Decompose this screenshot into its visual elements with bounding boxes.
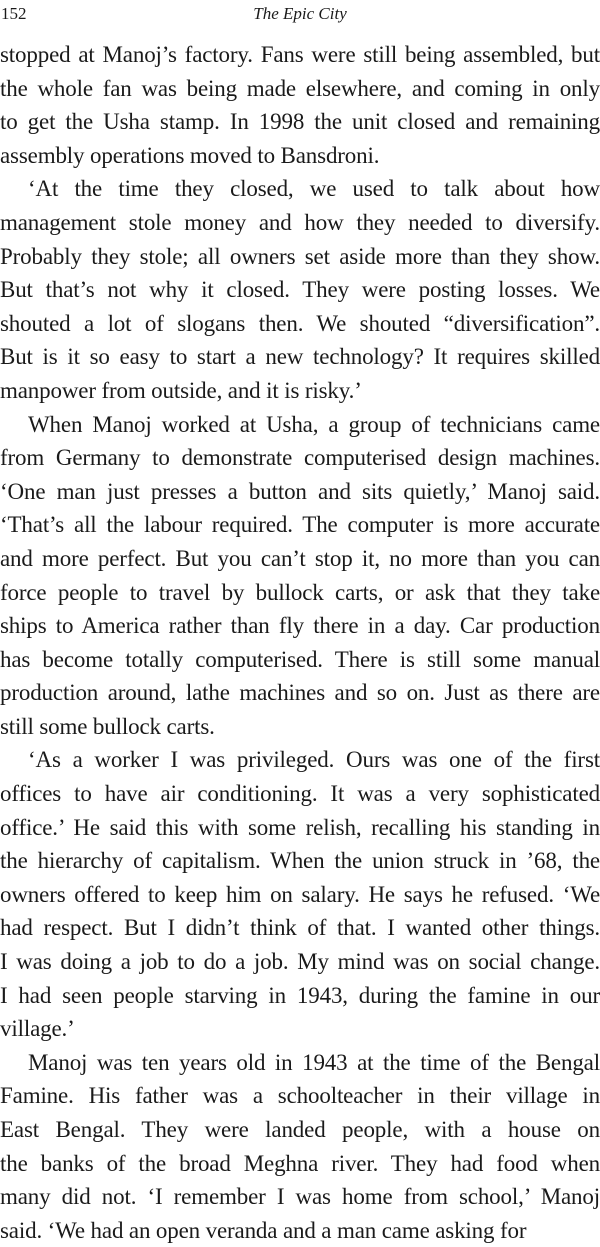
text-line: village.’ — [0, 1016, 75, 1042]
text-line: to get the Usha stamp. In 1998 the unit closed and remaining — [0, 109, 600, 135]
text-line: Manoj was ten years old in 1943 at the time of the Bengal — [28, 1049, 600, 1075]
paragraph — [0, 38, 600, 172]
text-line: said. ‘We had an open veranda and a man came asking for — [0, 1217, 527, 1243]
text-line: I had seen people starving in 1943, during the famine in our — [0, 982, 600, 1008]
text-line: office.’ He said this with some relish, recalling his standing in — [0, 814, 600, 840]
text-line: shouted a lot of slogans then. We shouted “diversification”. — [0, 310, 600, 336]
paragraph — [0, 1046, 600, 1247]
text-line: East Bengal. They were landed people, with a house on — [0, 1117, 600, 1142]
text-line: offices to have air conditioning. It was a very sophisticated — [0, 781, 600, 807]
text-line: management stole money and how they needed to diversify. — [0, 209, 600, 235]
text-line: had respect. But I didn’t think of that. I wanted other things. — [0, 915, 600, 941]
text-line: has become totally computerised. There is still some manual — [0, 646, 600, 672]
text-line: But that’s not why it closed. They were posting losses. We — [0, 277, 600, 303]
text-line: ships to America rather than fly there in a day. Car production — [0, 613, 600, 639]
text-line: and more perfect. But you can’t stop it, no more than you can — [0, 545, 600, 571]
text-line: When Manoj worked at Usha, a group of technicians came — [28, 411, 600, 437]
text-line: the hierarchy of capitalism. When the union struck in ’68, the — [0, 848, 600, 874]
text-line: the whole fan was being made elsewhere, and coming in only — [0, 75, 600, 101]
paragraph — [0, 408, 600, 744]
text-line: stopped at Manoj’s factory. Fans were still being assembled, but — [0, 42, 600, 67]
text-line: ‘One man just presses a button and sits quietly,’ Manoj said. — [0, 478, 600, 504]
text-line: ‘At the time they closed, we used to talk about how — [28, 176, 600, 202]
text-line: force people to travel by bullock carts, or ask that they take — [0, 579, 600, 605]
text-line: I was doing a job to do a job. My mind was on social change. — [0, 949, 600, 975]
text-line: assembly operations moved to Bansdroni. — [0, 142, 380, 168]
text-line: But is it so easy to start a new technology? It requires skilled — [0, 344, 600, 370]
text-line: Probably they stole; all owners set aside more than they show. — [0, 243, 600, 269]
text-line: from Germany to demonstrate computerised design machines. — [0, 445, 600, 471]
text-line: ‘As a worker I was privileged. Ours was one of the first — [28, 747, 600, 773]
running-head — [0, 2, 600, 26]
text-line: Famine. His father was a schoolteacher in their village in — [0, 1083, 600, 1109]
text-line: owners offered to keep him on salary. He says he refused. ‘We — [0, 881, 600, 907]
running-title: The Epic City — [253, 4, 347, 23]
text-line: production around, lathe machines and so on. Just as there are — [0, 680, 600, 706]
paragraph — [0, 172, 600, 407]
text-line: many did not. ‘I remember I was home from school,’ Manoj — [0, 1184, 600, 1210]
text-line: ‘That’s all the labour required. The computer is more accurate — [0, 512, 600, 538]
text-line: still some bullock carts. — [0, 713, 215, 739]
paragraph — [0, 743, 600, 1045]
text-line: manpower from outside, and it is risky.’ — [0, 377, 362, 403]
page-number: 152 — [1, 4, 27, 23]
text-line: the banks of the broad Meghna river. They had food when — [0, 1150, 600, 1176]
body-text — [0, 38, 600, 1247]
